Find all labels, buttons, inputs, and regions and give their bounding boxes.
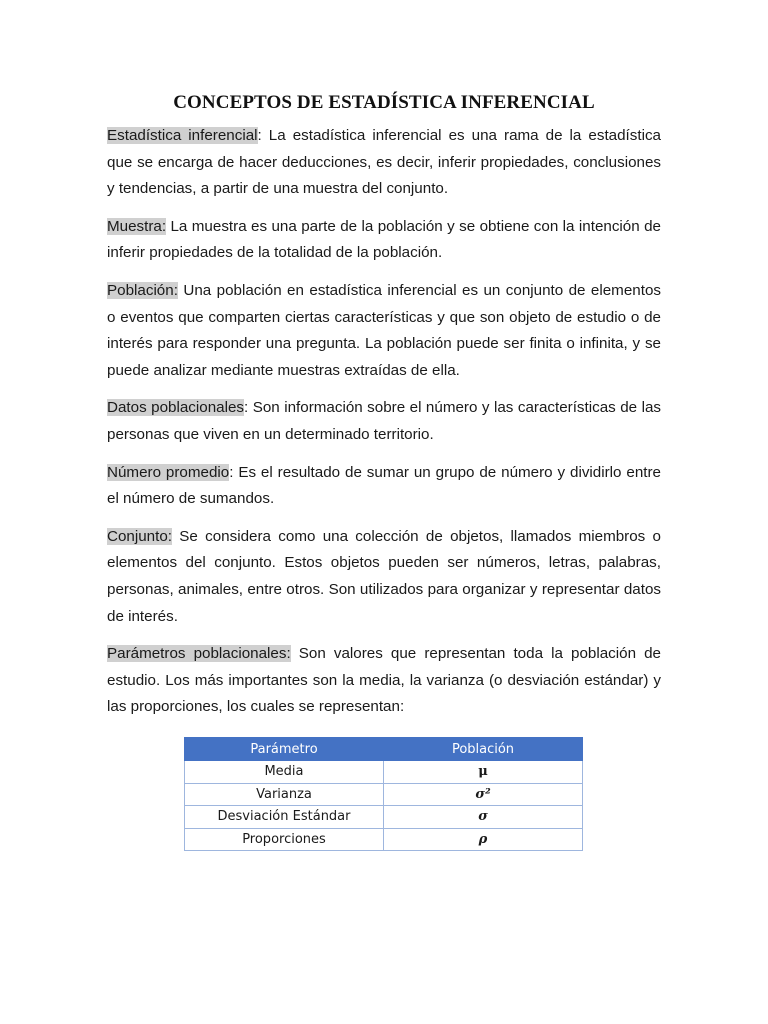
table-header-row <box>185 738 583 761</box>
document-title: CONCEPTOS DE ESTADÍSTICA INFERENCIAL <box>173 92 595 113</box>
parameters-table-container <box>184 737 583 851</box>
table-cell-parameter: Varianza <box>185 783 384 806</box>
table-cell-symbol: σ² <box>384 783 583 806</box>
paragraph-text: Son valores que representan toda la población de estudio. Los más importantes son la media, la varianza (o desviación estándar) y las proporciones, los cuales se representan: <box>107 645 661 716</box>
paragraph-text: : Son información sobre el número y las características de las personas que viven en un determinado territorio. <box>107 399 661 443</box>
paragraph-poblacion <box>107 278 661 384</box>
paragraph-datos-poblacionales <box>107 395 661 448</box>
header-poblacion: Población <box>384 738 583 761</box>
paragraph-numero-promedio <box>107 460 661 513</box>
parameters-table <box>184 737 583 851</box>
table-cell-symbol: μ <box>384 761 583 784</box>
table-cell-parameter: Proporciones <box>185 828 384 851</box>
paragraph-text: La muestra es una parte de la población y se obtiene con la intención de inferir propiedades de la totalidad de la población. <box>107 217 661 262</box>
paragraph-muestra <box>107 214 661 267</box>
term-highlight: Número promedio <box>107 463 230 481</box>
paragraph-text: Una población en estadística inferencial es un conjunto de elementos o eventos que comparten ciertas características y que son objeto de estudio o de interés para responder una pregunta. La población puede ser finita o infinita, y se puede analizar mediante muestras extraídas de ella. <box>107 281 661 379</box>
paragraph-text: : La estadística inferencial es una rama de la estadística que se encarga de hacer deducciones, es decir, inferir propiedades, conclusiones y tendencias, a partir de una muestra del conjunto. <box>107 127 662 198</box>
term-highlight: Conjunto: <box>107 527 173 545</box>
table-cell-parameter: Media <box>185 761 384 784</box>
table-cell-symbol: ρ <box>384 828 583 851</box>
table-row <box>185 806 583 829</box>
document-body <box>107 123 661 732</box>
term-highlight: Población: <box>107 281 178 299</box>
table-row <box>185 783 583 806</box>
table-row <box>185 828 583 851</box>
table-row <box>185 761 583 784</box>
paragraph-parametros-poblacionales <box>107 641 661 721</box>
term-highlight: Datos poblacionales <box>107 399 245 417</box>
paragraph-conjunto <box>107 524 661 630</box>
term-highlight: Muestra: <box>107 217 167 235</box>
paragraph-text: : Es el resultado de sumar un grupo de número y dividirlo entre el número de sumandos. <box>107 463 661 508</box>
term-highlight: Parámetros poblacionales: <box>107 645 291 663</box>
table-cell-parameter: Desviación Estándar <box>185 806 384 829</box>
paragraph-estadistica-inferencial <box>107 123 661 203</box>
table-cell-symbol: σ <box>384 806 583 829</box>
paragraph-text: Se considera como una colección de objetos, llamados miembros o elementos del conjunto. Estos objetos pueden ser números, letras, palabras, personas, animales, entre otros. Son utilizados para organizar y representar datos de interés. <box>107 527 661 625</box>
header-parametro: Parámetro <box>185 738 384 761</box>
term-highlight: Estadística inferencial <box>107 127 258 144</box>
